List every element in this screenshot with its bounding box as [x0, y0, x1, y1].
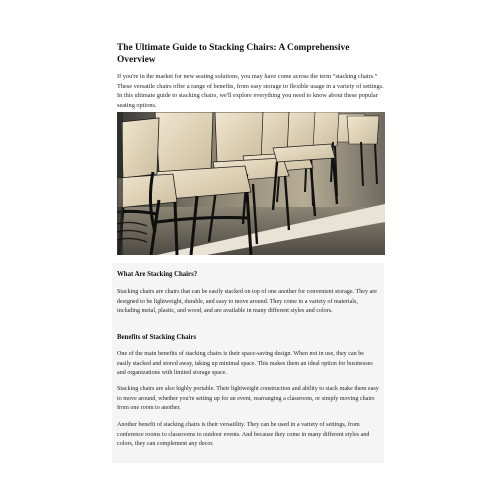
section-heading-benefits: Benefits of Stacking Chairs: [117, 334, 197, 341]
benefits-paragraph-1: One of the main benefits of stacking chairs is their space-saving design. When not in use, they can be easily stacked and stored away, taking up minimal space. This makes them an ideal option for businesses and organizations with limited storage space.: [117, 351, 373, 376]
section-heading-what-are: What Are Stacking Chairs?: [117, 271, 198, 278]
benefits-paragraph-3: Another benefit of stacking chairs is their versatility. They can be used in a variety of settings, from conference rooms to classrooms to outdoor events. And because they come in many different styles and colors, they can complement any decor.: [117, 422, 370, 447]
section1-paragraph: Stacking chairs are chairs that can be easily stacked on top of one another for convenient storage. They are designed to be lightweight, durable, and easy to move around. They come in a variety of materials, including metal, plastic, and wood, and are available in many different styles and colors.: [117, 289, 377, 314]
stacking-chairs-photo: [117, 112, 385, 255]
article-title: The Ultimate Guide to Stacking Chairs: A Comprehensive Overview: [117, 43, 350, 65]
intro-paragraph: If you're in the market for new seating solutions, you may have come across the term “stacking chairs.” These versatile chairs offer a range of benefits, from easy storage to flexible usage in a variety of settings. In this ultimate guide to stacking chairs, we'll explore everything you need to know about these popular seating options.: [117, 73, 384, 109]
benefits-paragraph-2: Stacking chairs are also highly portable. Their lightweight construction and ability to stack make them easy to move around, whether you're setting up for an event, rearranging a classroom, or simply moving chairs from one room to another.: [117, 386, 379, 411]
